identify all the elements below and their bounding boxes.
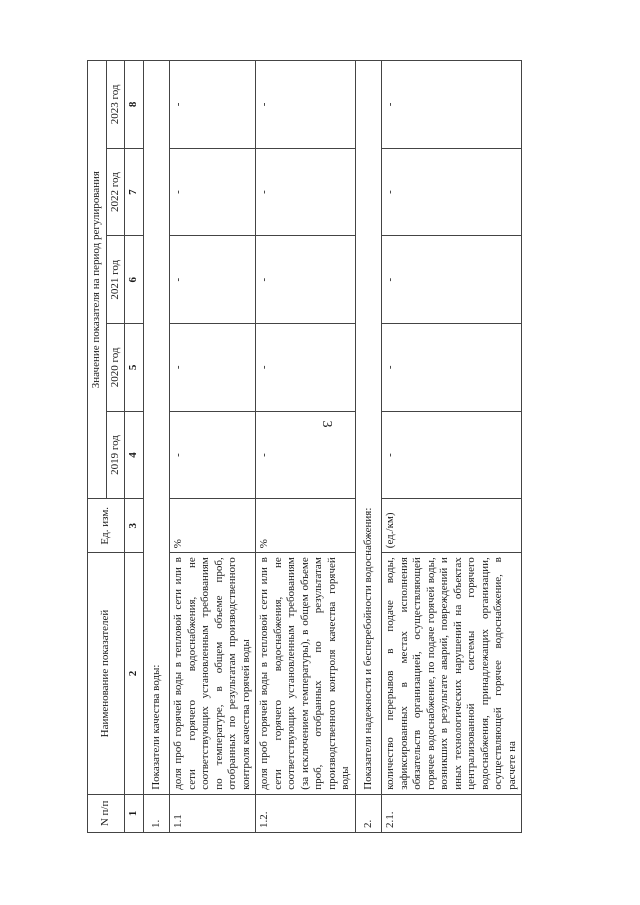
column-number: 5: [125, 324, 144, 412]
row-unit: (ед./км): [382, 499, 522, 553]
section-row: [355, 61, 382, 833]
row-value: -: [256, 236, 356, 324]
row-name: доля проб горячей воды в тепловой сети или в сети горячего водоснабжения, не соответствующих установленным требованиям по температуре, в общем объеме проб, отобранных по результатам производственного контроля качества горячей воды: [170, 553, 256, 795]
row-value: -: [170, 236, 256, 324]
row-value: -: [170, 411, 256, 499]
row-name: доля проб горячей воды в тепловой сети или в сети горячего водоснабжения, не соответствующих установленным требованиям (за исключением температуры), в общем объеме проб, отобранных по результатам производственного контроля качества горячей воды: [256, 553, 356, 795]
row-unit: %: [170, 499, 256, 553]
section-row: [143, 61, 170, 833]
row-name: количество перерывов в подаче воды, зафиксированных в местах исполнения обязательств организацией, осуществляющей горячее водоснабжение, по подаче горячей воды, возникших в результате аварий, повреждений и иных технологических нарушений на объектах централизованной системы горячего водоснабжения, принадлежащих организации, осуществляющей горячее водоснабжение, в расчете на: [382, 553, 522, 795]
header-unit: Ед. изм.: [88, 499, 125, 553]
header-year: 2020 год: [106, 324, 125, 412]
row-value: -: [382, 236, 522, 324]
table-row: [382, 61, 522, 833]
column-number-row: [125, 61, 144, 833]
table-row: [170, 61, 256, 833]
row-value: -: [382, 61, 522, 149]
column-number: 1: [125, 794, 144, 832]
column-number: 4: [125, 411, 144, 499]
column-number: 2: [125, 553, 144, 795]
row-value: -: [256, 61, 356, 149]
row-value: -: [382, 411, 522, 499]
header-year: 2022 год: [106, 148, 125, 236]
row-unit: %: [256, 499, 356, 553]
section-title: Показатели качества воды:: [143, 61, 170, 795]
row-value: -: [170, 148, 256, 236]
row-num: 1.2.: [256, 794, 356, 832]
header-year: 2021 год: [106, 236, 125, 324]
header-year: 2019 год: [106, 411, 125, 499]
row-value: -: [256, 324, 356, 412]
row-value: -: [170, 324, 256, 412]
header-name: Наименование показателей: [88, 553, 125, 795]
header-num: N п/п: [88, 794, 125, 832]
row-num: 2.1.: [382, 794, 522, 832]
row-value: -: [256, 411, 356, 499]
header-year: 2023 год: [106, 61, 125, 149]
indicators-table: [87, 60, 522, 833]
column-number: 6: [125, 236, 144, 324]
section-title: Показатели надежности и бесперебойности водоснабжения:: [355, 61, 382, 795]
row-value: -: [170, 61, 256, 149]
header-period: Значение показателя на период регулирования: [88, 61, 107, 499]
header-row-1: [88, 61, 107, 833]
table-row: [256, 61, 356, 833]
row-value: -: [256, 148, 356, 236]
row-num: 1.1: [170, 794, 256, 832]
page-number: 3: [319, 420, 334, 428]
column-number: 7: [125, 148, 144, 236]
row-value: -: [382, 324, 522, 412]
rotated-table-container: [87, 60, 637, 833]
section-num: 1.: [143, 794, 170, 832]
column-number: 3: [125, 499, 144, 553]
section-num: 2.: [355, 794, 382, 832]
column-number: 8: [125, 61, 144, 149]
row-value: -: [382, 148, 522, 236]
